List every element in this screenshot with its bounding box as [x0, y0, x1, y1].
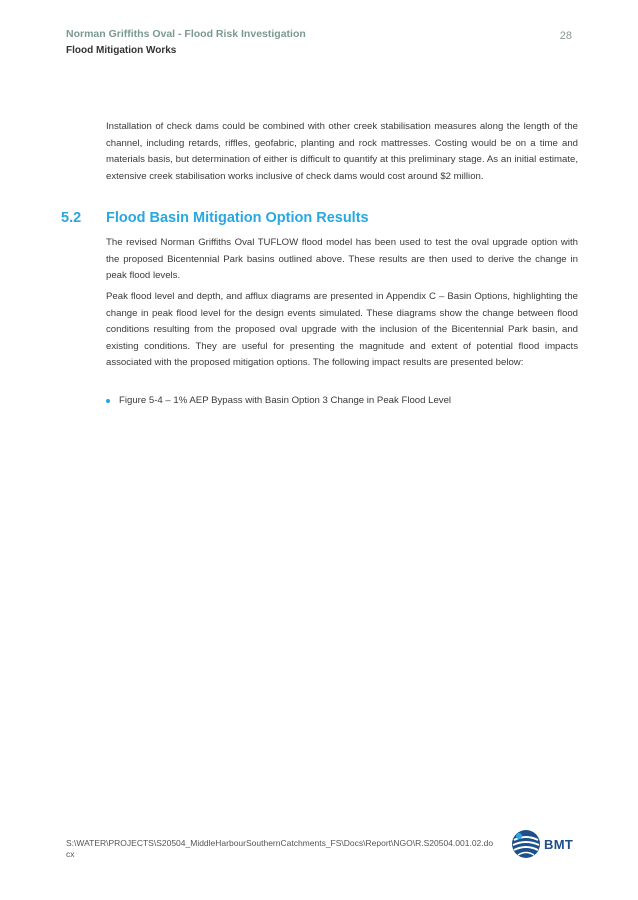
list-item [106, 393, 451, 409]
bullet-icon [106, 399, 110, 403]
paragraph-diagrams: Peak flood level and depth, and afflux diagrams are presented in Appendix C – Basin Options, highlighting the change in peak flood level for the design events simulated. These diagrams show the change between flood conditions resulting from the proposed oval upgrade with the inclusion of the Bicentennial Park basin, and existing conditions. They are useful for presenting the magnitude and extent of potential flood impacts associated with the proposed mitigation options. The following impact results are presented below: [106, 291, 578, 368]
bmt-logo [510, 828, 573, 860]
paragraph-check-dams: Installation of check dams could be combined with other creek stabilisation measures along the length of the channel, including retards, riffles, geofabric, planting and rock mattresses. Costing would be on a time and materials basis, but determination of either is difficult to quantify at this preliminary stage. As an initial estimate, extensive creek stabilisation works inclusive of check dams would cost around $2 million. [106, 121, 578, 182]
globe-icon [510, 828, 542, 860]
section-heading: Flood Basin Mitigation Option Results [106, 210, 369, 226]
figure-reference: Figure 5-4 – 1% AEP Bypass with Basin Option 3 Change in Peak Flood Level [119, 395, 452, 406]
paragraph-model-description: The revised Norman Griffiths Oval TUFLOW flood model has been used to test the oval upgrade option with the proposed Bicentennial Park basins outlined above. These results are then used to derive the change in peak flood levels. [106, 237, 578, 281]
document-title: Norman Griffiths Oval - Flood Risk Investigation [66, 28, 306, 40]
logo-text: BMT [544, 836, 574, 852]
file-path: S:\WATER\PROJECTS\S20504_MiddleHarbourSouthernCatchments_FS\Docs\Report\NGO\R.S20504.001.02.docx [66, 838, 494, 859]
chapter-title: Flood Mitigation Works [66, 45, 177, 56]
section-number: 5.2 [61, 210, 82, 226]
page-number: 28 [559, 30, 572, 42]
